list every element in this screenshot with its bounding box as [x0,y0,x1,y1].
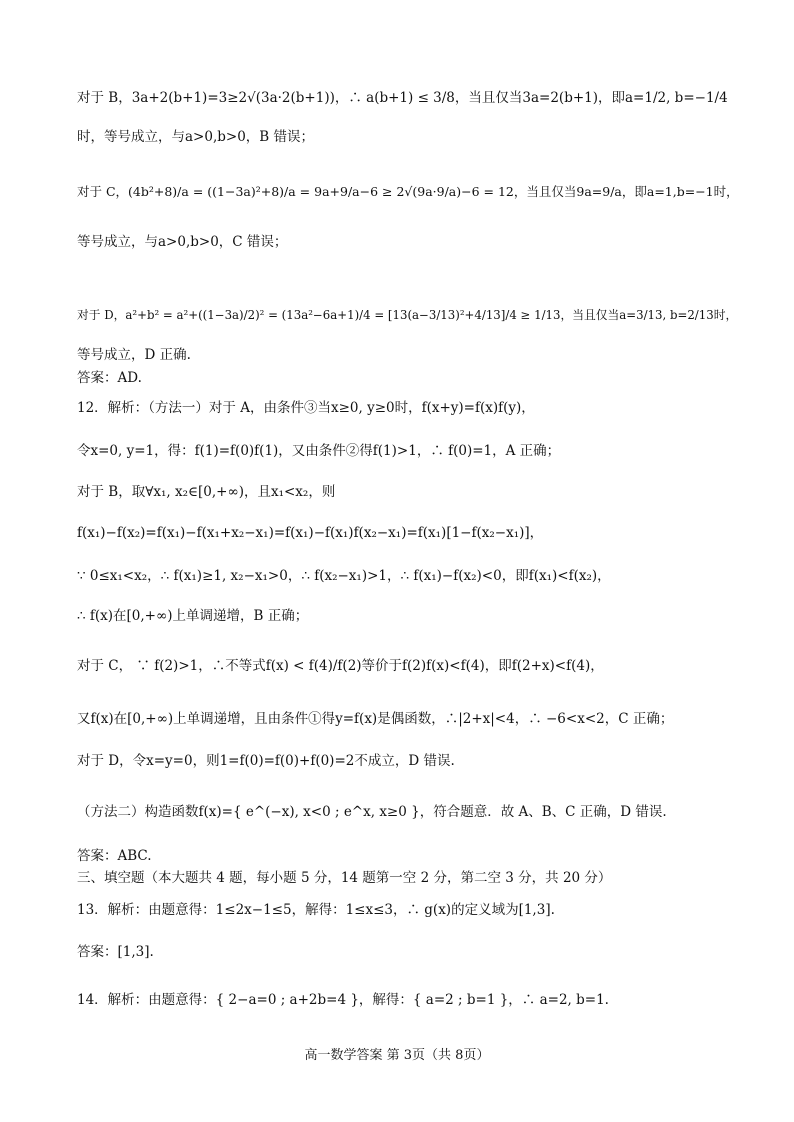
q12-method1: 12．解析：（方法一）对于 A，由条件③当x≥0, y≥0时，f(x+y)=f(x)f(y)， [77,400,535,416]
q12-b-1: 对于 B，取∀x₁, x₂∈[0,+∞)，且x₁<x₂，则 [77,484,336,500]
q12-c-2: 又f(x)在[0,+∞)上单调递增，且由条件①得y=f(x)是偶函数，∴|2+x|<4，∴ −6<x<2，C 正确； [77,711,674,727]
q12-b-2: f(x₁)−f(x₂)=f(x₁)−f(x₁+x₂−x₁)=f(x₁)−f(x₁)f(x₂−x₁)=f(x₁)[1−f(x₂−x₁)]， [77,525,544,541]
q12-c-1: 对于 C， ∵ f(2)>1，∴不等式f(x) < f(4)/f(2)等价于f(2)f(x)<f(4)，即f(2+x)<f(4)， [77,658,604,674]
section-three-heading: 三、填空题（本大题共 4 题，每小题 5 分，14 题第一空 2 分，第二空 3 分，共 20 分） [77,870,612,886]
answer-13: 答案：[1,3]. [77,944,154,960]
q12-a: 令x=0, y=1，得：f(1)=f(0)f(1)，又由条件②得f(1)>1，∴ f(0)=1，A 正确； [77,443,561,459]
q12-method2: （方法二）构造函数f(x)={ e^(−x), x<0 ; e^x, x≥0 }，符合题意．故 A、B、C 正确，D 错误. [77,804,667,820]
page-footer: 高一数学答案 第 3页（共 8页） [304,1048,490,1063]
answer-12: 答案：ABC. [77,848,152,864]
q13-analysis: 13．解析：由题意得：1≤2x−1≤5，解得：1≤x≤3，∴ g(x)的定义域为[1,3]. [77,902,555,918]
line-c-1: 对于 C，(4b²+8)/a = ((1−3a)²+8)/a = 9a+9/a−6 ≥ 2√(9a·9/a)−6 = 12，当且仅当9a=9/a，即a=1,b=−1时， [77,184,739,199]
q12-b-3: ∵ 0≤x₁<x₂，∴ f(x₁)≥1, x₂−x₁>0，∴ f(x₂−x₁)>1，∴ f(x₁)−f(x₂)<0，即f(x₁)<f(x₂)， [77,568,611,584]
answer-11: 答案：AD. [77,370,142,386]
line-b-2: 时，等号成立，与a>0,b>0，B 错误； [77,129,314,145]
line-d-2: 等号成立，D 正确. [77,347,191,363]
line-c-2: 等号成立，与a>0,b>0，C 错误； [77,234,288,250]
q12-d: 对于 D，令x=y=0，则1=f(0)=f(0)+f(0)=2不成立，D 错误. [77,753,455,769]
q12-b-4: ∴ f(x)在[0,+∞)上单调递增，B 正确； [77,608,309,624]
q14-analysis: 14．解析：由题意得：{ 2−a=0 ; a+2b=4 }，解得：{ a=2 ; b=1 }，∴ a=2, b=1. [77,992,609,1008]
line-d-1: 对于 D，a²+b² = a²+((1−3a)/2)² = (13a²−6a+1)/4 = [13(a−3/13)²+4/13]/4 ≥ 1/13，当且仅当a=3/13, b=2/13时， [77,308,738,322]
line-b-1: 对于 B，3a+2(b+1)=3≥2√(3a·2(b+1))，∴ a(b+1) ≤ 3/8，当且仅当3a=2(b+1)，即a=1/2, b=−1/4 [77,90,728,106]
